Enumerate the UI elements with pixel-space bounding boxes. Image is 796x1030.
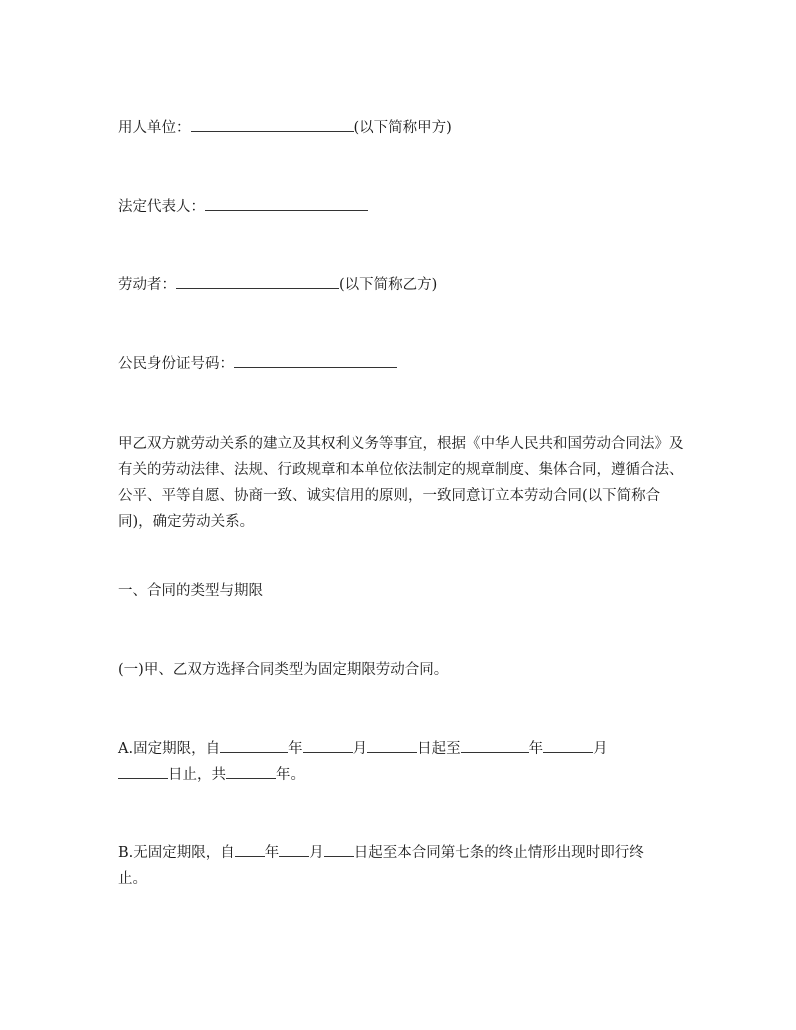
- clause-b-cont: 止。: [118, 871, 147, 887]
- worker-label: 劳动者：: [118, 277, 176, 293]
- clause-a-to-label: 日止，共: [168, 767, 226, 783]
- employer-line: [118, 116, 452, 140]
- clause-a-years-label: 年。: [276, 767, 305, 783]
- clause-a-month-label: 月: [352, 741, 368, 757]
- clause-a-start-day-blank[interactable]: [367, 738, 417, 753]
- id-number-line: [118, 352, 397, 376]
- clause-a-from-label: 日起至: [417, 741, 461, 757]
- clause-a-year2-label: 年: [528, 741, 544, 757]
- employer-label: 用人单位：: [118, 120, 191, 136]
- id-number-blank[interactable]: [234, 353, 397, 368]
- clause-a-prefix: A.固定期限，自: [118, 741, 221, 757]
- clause-a-end-year-blank[interactable]: [461, 738, 529, 753]
- employer-blank[interactable]: [191, 117, 354, 132]
- clause-b-year-label: 年: [264, 845, 280, 861]
- clause-b: [118, 840, 693, 892]
- clause-a-month2-label: 月: [593, 741, 608, 757]
- clause-b-prefix: B.无固定期限，自: [118, 845, 235, 861]
- clause-a-start-year-blank[interactable]: [220, 738, 288, 753]
- clause-a-end-month-blank[interactable]: [543, 738, 593, 753]
- worker-suffix: (以下简称乙方): [339, 277, 438, 293]
- clause-a-start-month-blank[interactable]: [303, 738, 353, 753]
- clause-b-year-blank[interactable]: [235, 842, 265, 857]
- clause-1: (一)甲、乙双方选择合同类型为固定期限劳动合同。: [118, 662, 449, 678]
- clause-a: [118, 736, 693, 788]
- section-1-heading: 一、合同的类型与期限: [118, 583, 263, 599]
- clause-b-month-blank[interactable]: [279, 842, 309, 857]
- representative-line: [118, 195, 368, 219]
- clause-b-month-label: 月: [309, 845, 324, 861]
- clause-a-end-day-blank[interactable]: [118, 764, 168, 779]
- representative-blank[interactable]: [205, 196, 368, 211]
- clause-b-day-blank[interactable]: [324, 842, 354, 857]
- worker-blank[interactable]: [176, 274, 339, 289]
- intro-paragraph: 甲乙双方就劳动关系的建立及其权利义务等事宜，根据《中华人民共和国劳动合同法》及有关的劳动法律、法规、行政规章和本单位依法制定的规章制度、集体合同，遵循合法、公平、平等自愿、协商一致、诚实信用的原则，一致同意订立本劳动合同(以下简称合同)，确定劳动关系。: [118, 436, 684, 530]
- id-number-label: 公民身份证号码：: [118, 356, 234, 372]
- employer-suffix: (以下简称甲方): [353, 120, 452, 136]
- representative-label: 法定代表人：: [118, 199, 205, 215]
- clause-a-years-blank[interactable]: [226, 764, 276, 779]
- worker-line: [118, 273, 437, 297]
- clause-b-rest: 日起至本合同第七条的终止情形出现时即行终: [353, 845, 644, 861]
- clause-a-year-label: 年: [288, 741, 303, 757]
